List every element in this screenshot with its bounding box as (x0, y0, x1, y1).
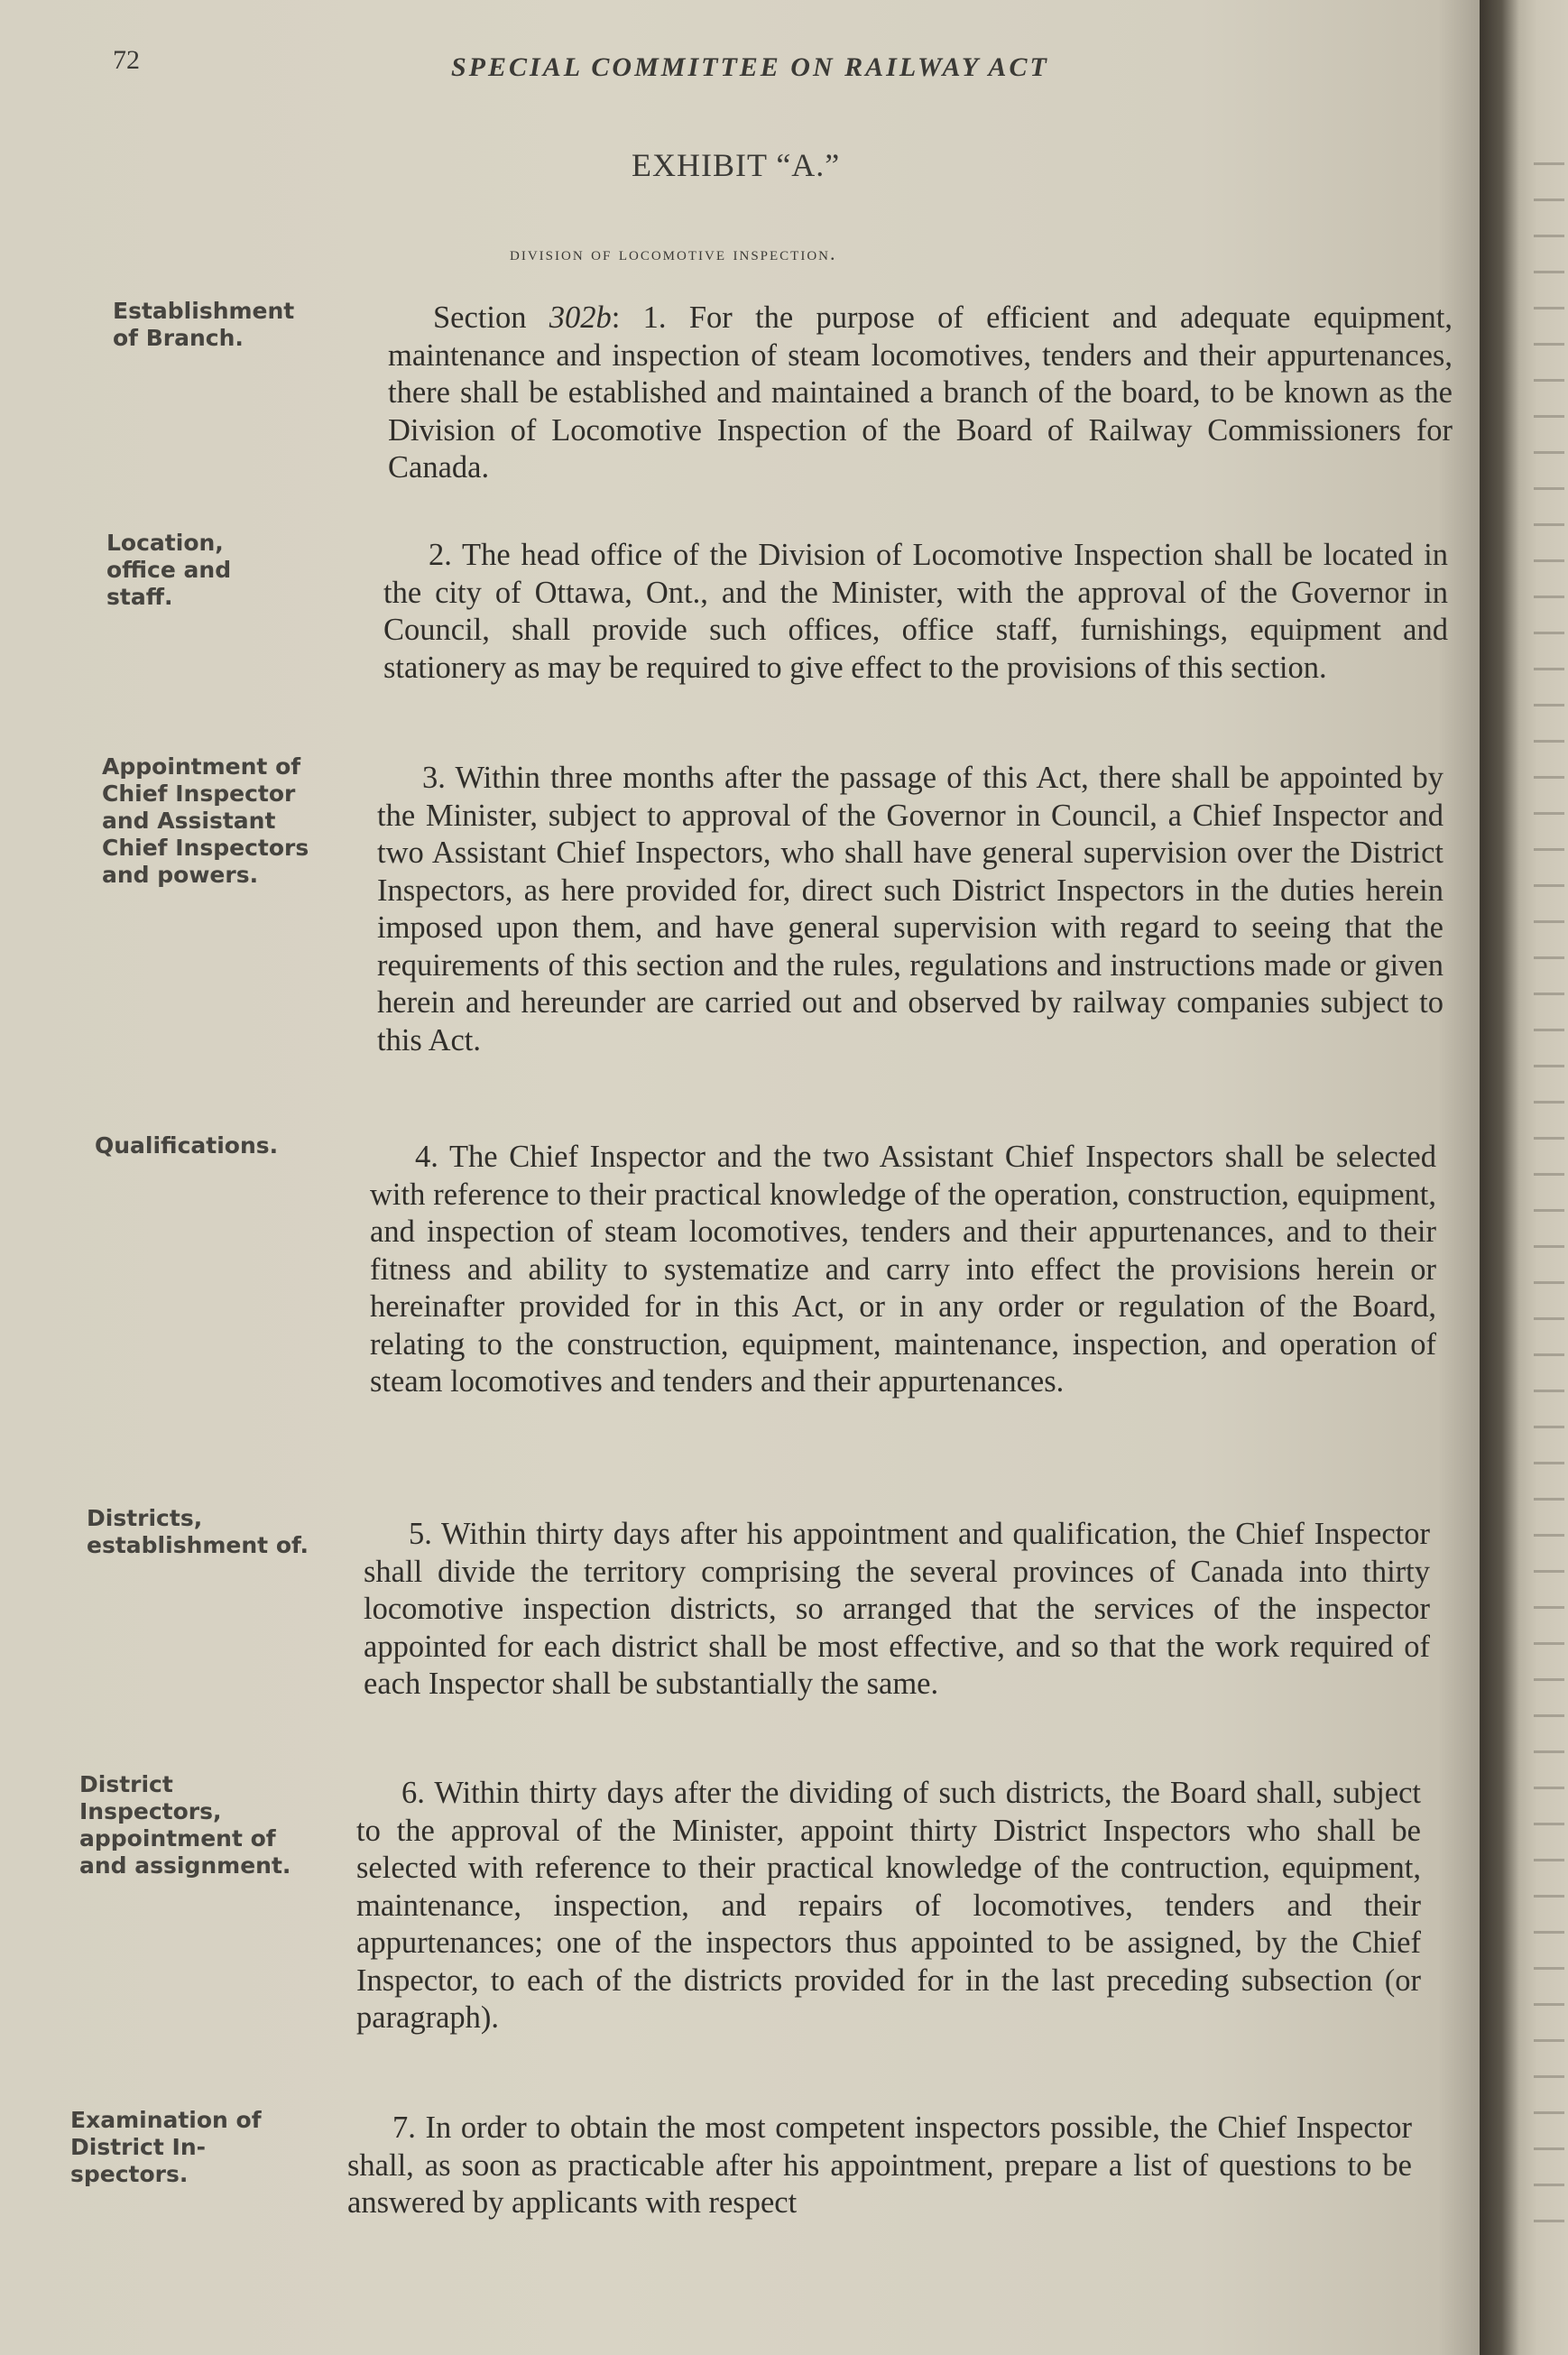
margin-note-district-inspectors: District Inspectors, appointment of and assignment. (79, 1771, 291, 1879)
section-1-paragraph (388, 300, 1453, 487)
running-head: SPECIAL COMMITTEE ON RAILWAY ACT (451, 52, 1049, 82)
section-5-paragraph: 5. Within thirty days after his appointment and qualification, the Chief Inspector shall divide the territory comprising the several provinces of Canada into thirty locomotive inspection districts, so arranged that the services of the inspector appointed for each district shall be most effective, and so that the work required of each Inspector shall be substantially the same. (364, 1517, 1430, 1701)
section-1-ref: 302b (549, 300, 612, 335)
section-1-prefix: Section (433, 300, 549, 335)
margin-note-districts: Districts, establishment of. (87, 1505, 309, 1558)
page-number: 72 (113, 45, 140, 75)
margin-note-examination: Examination of District In- spectors. (70, 2107, 262, 2187)
section-6-paragraph: 6. Within thirty days after the dividing of such districts, the Board shall, subject to the approval of the Minister, appoint thirty District Inspectors who shall be selected with reference to their practical knowledge of the contruction, equipment, maintenance, inspection, and repairs of locomotives, tenders and their appurtenances; one of the inspectors thus appointed to be assigned, by the Chief Inspector, to each of the districts provided for in the last preceding subsection (or paragraph). (356, 1776, 1421, 2035)
adjacent-page-edge (1534, 162, 1564, 2238)
section-1-body: : 1. For the purpose of efficient and adequate equipment, maintenance and inspection of steam locomotives, tenders and their appurtenances, there shall be established and maintained a branch of the board, to be known as the Division of Locomotive Inspection of the Board of Railway Commissioners for Canada. (388, 300, 1453, 485)
section-7-paragraph: 7. In order to obtain the most competent inspectors possible, the Chief Inspector shall, as soon as practicable after his appointment, prepare a list of questions to be answered by applicants with respect (347, 2110, 1412, 2220)
margin-note-appointment: Appointment of Chief Inspector and Assistant Chief Inspectors and powers. (102, 753, 309, 888)
section-3-paragraph: 3. Within three months after the passage of this Act, there shall be appointed by the Minister, subject to approval of the Governor in Council, a Chief Inspector and two Assistant Chief Inspectors, who shall have general supervision over the District Inspectors, as here provided for, direct such District Inspectors in the duties herein imposed upon them, and have general supervision with regard to seeing that the requirements of this section and the rules, regulations and instructions made or given herein and hereunder are carried out and observed by railway companies subject to this Act. (377, 761, 1443, 1057)
exhibit-title: EXHIBIT “A.” (632, 147, 841, 183)
margin-note-establishment: Establishment of Branch. (113, 298, 295, 351)
division-title: division of locomotive inspection. (510, 242, 837, 264)
margin-note-qualifications: Qualifications. (95, 1132, 279, 1159)
section-2-paragraph: 2. The head office of the Division of Locomotive Inspection shall be located in the city of Ottawa, Ont., and the Minister, with the approval of the Governor in Council, shall provide such offices, office staff, furnishings, equipment and stationery as may be required to give effect to the provisions of this section. (383, 538, 1448, 685)
margin-note-location: Location, office and staff. (106, 530, 232, 610)
section-4-paragraph: 4. The Chief Inspector and the two Assistant Chief Inspectors shall be selected with reference to their practical knowledge of the operation, construction, equipment, and inspection of steam locomotives, tenders and their appurtenances, and to their fitness and ability to systematize and carry into effect the provisions herein or hereinafter provided for in this Act, or in any order or regulation of the Board, relating to the construction, equipment, maintenance, inspection, and operation of steam locomotives and tenders and their appurtenances. (370, 1140, 1436, 1399)
